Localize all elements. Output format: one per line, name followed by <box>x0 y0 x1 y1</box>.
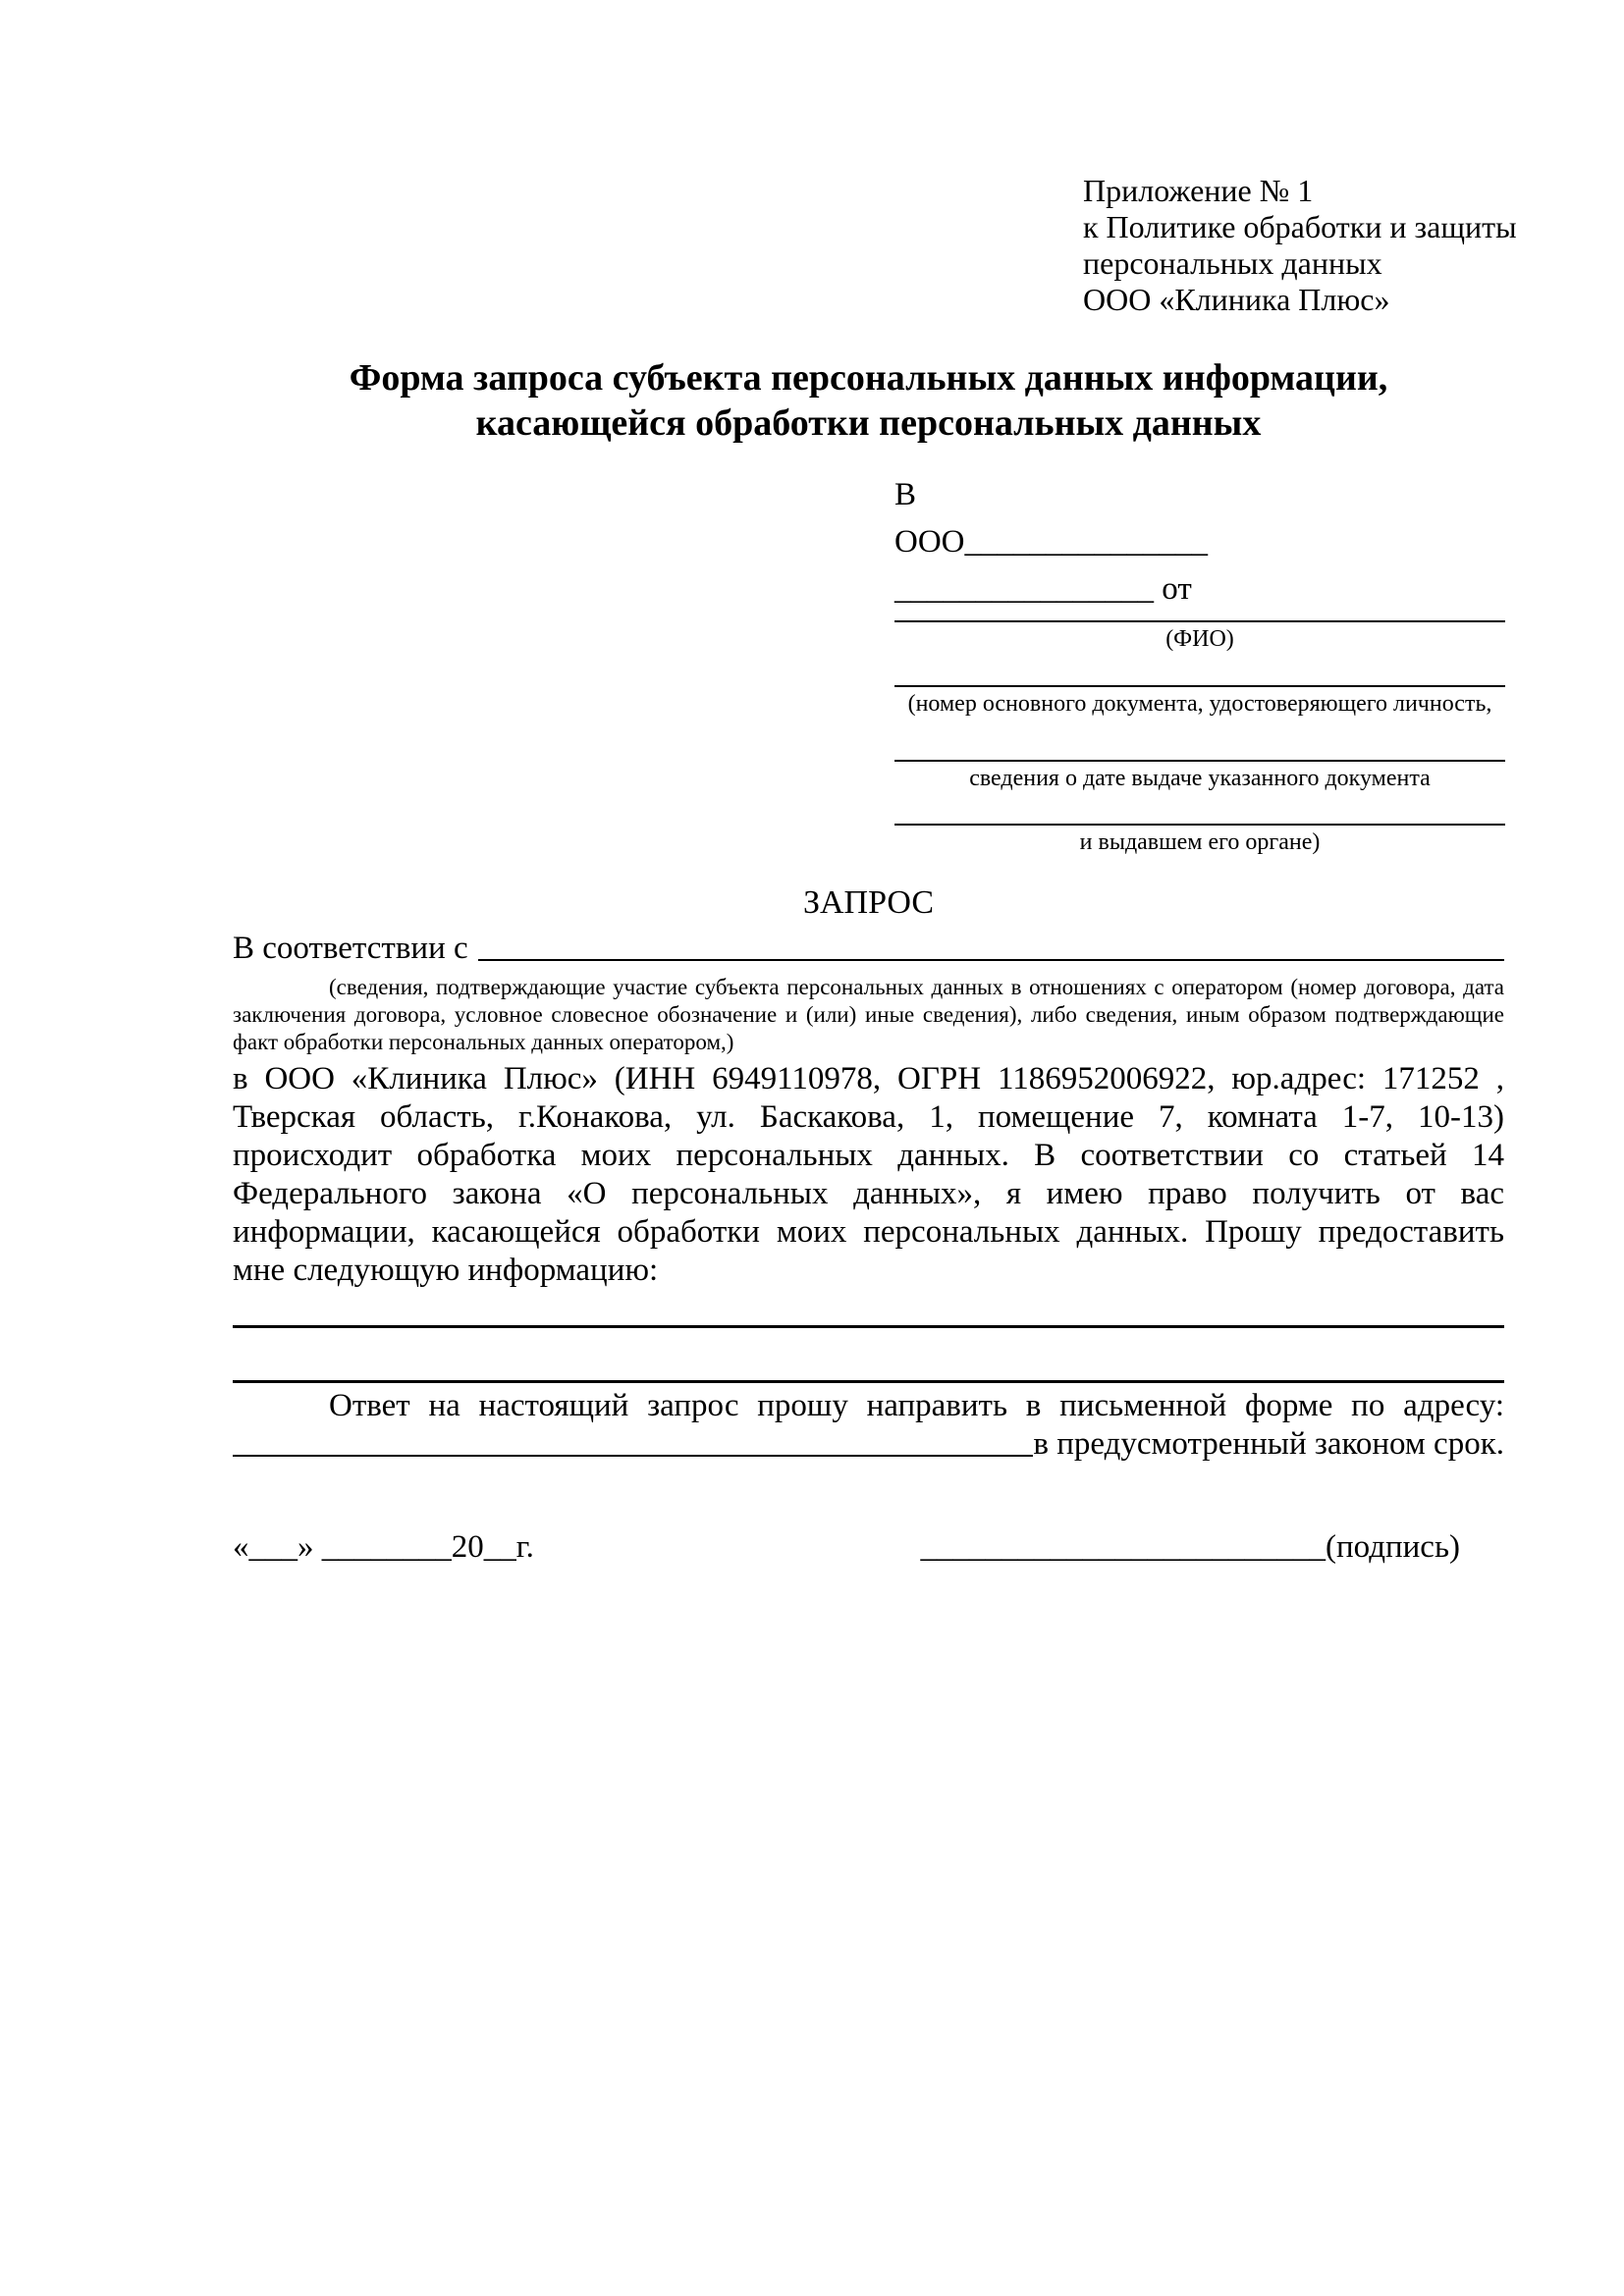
addressee-to: В <box>894 477 917 512</box>
blank-line <box>233 1425 1033 1457</box>
document-title <box>233 355 1504 446</box>
addressee-block <box>894 471 1505 859</box>
reply-suffix: в предусмотренный законом срок. <box>1033 1426 1504 1462</box>
id-doc-caption: (номер основного документа, удостоверяющего личность, <box>907 691 1492 717</box>
document-title-line: Форма запроса субъекта персональных данных информации, <box>349 357 1388 399</box>
signature-area <box>921 1527 1461 1567</box>
blank-line <box>233 1325 1504 1328</box>
blank-line <box>478 929 1504 961</box>
document-title-line: касающейся обработки персональных данных <box>475 402 1262 444</box>
date-blank: «___» ________20__г. <box>233 1529 534 1565</box>
appendix-note <box>1083 173 1517 318</box>
appendix-note-line: ООО «Клиника Плюс» <box>1083 282 1390 317</box>
request-heading: ЗАПРОС <box>802 884 935 921</box>
signature-blank-line: _________________________ <box>920 1529 1326 1565</box>
signature-caption: (подпись) <box>1326 1529 1460 1565</box>
reply-line: Ответ на настоящий запрос прошу направить в письменной форме по адресу: <box>329 1388 1504 1423</box>
fio-caption: (ФИО) <box>1165 626 1234 652</box>
request-section <box>233 883 1504 1464</box>
addressee-from-blank: ________________ от <box>894 571 1192 607</box>
intro-text: В соответствии с <box>233 931 468 966</box>
issuer-caption: и выдавшем его органе) <box>1079 829 1321 855</box>
date-signature-row <box>233 1527 1504 1567</box>
issue-date-caption: сведения о дате выдаче указанного документа <box>969 766 1431 791</box>
appendix-note-line: персональных данных <box>1083 245 1382 281</box>
note-paragraph: (сведения, подтверждающие участие субъекта персональных данных в отношениях с оператором (номер договора, дата заключения договора, условное словесное обозначение и (или) иные сведения), либо сведения, иным образом подтверждающие факт обработки персональных данных оператором,) <box>233 975 1504 1054</box>
reply-address-line <box>233 1425 1504 1464</box>
addressee-ooo-blank: ООО_______________ <box>894 524 1208 560</box>
blank-line <box>233 1380 1504 1383</box>
intro-line <box>233 929 1504 968</box>
appendix-note-line: Приложение № 1 <box>1083 173 1314 208</box>
body-paragraph: в ООО «Клиника Плюс» (ИНН 6949110978, ОГРН 1186952006922, юр.адрес: 171252 , Тверская область, г.Конакова, ул. Баскакова, 1, помещение 7, комната 1-7, 10-13) происходит обработка моих персональных данных. В соответствии со статьей 14 Федерального закона «О персональных данных», я имею право получить от вас информации, касающейся обработки моих персональных данных. Прошу предоставить мне следующую информацию: <box>233 1061 1504 1288</box>
appendix-note-line: к Политике обработки и защиты <box>1083 209 1517 244</box>
